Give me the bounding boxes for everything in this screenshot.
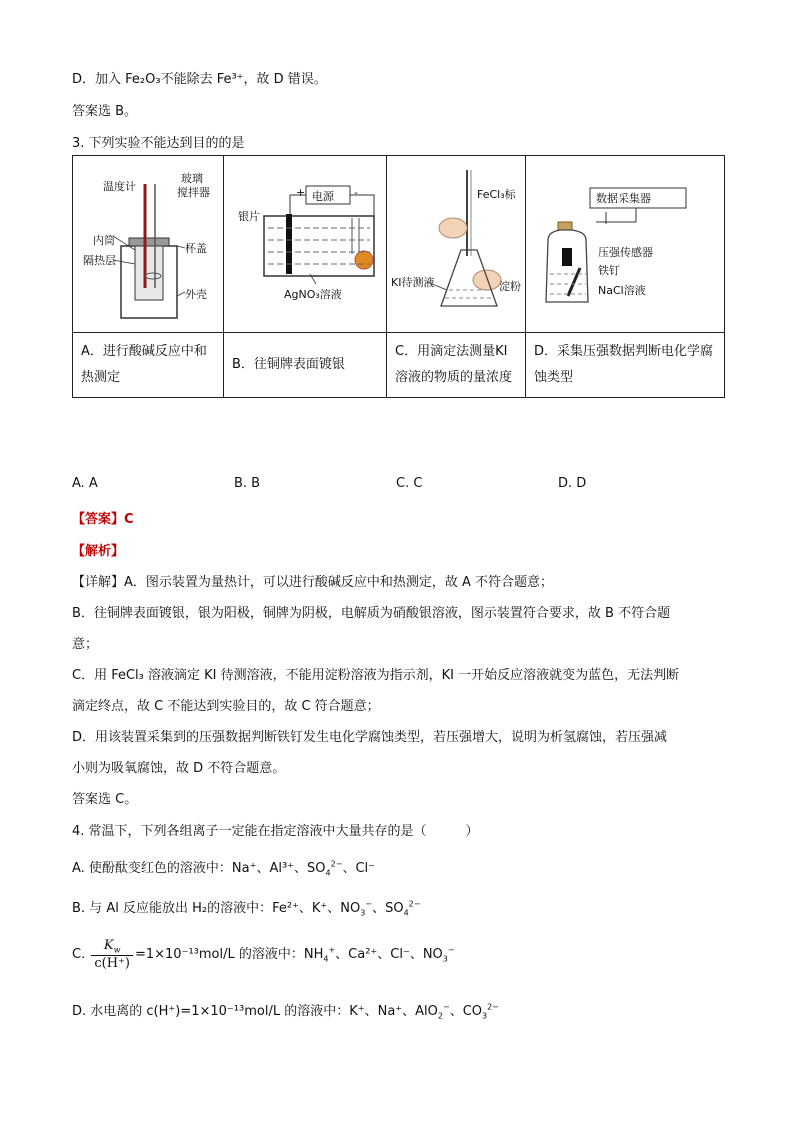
option-c: C. C	[396, 476, 423, 491]
detail-b-1: B．往铜牌表面镀银，银为阳极，铜牌为阴极，电解质为硝酸银溶液，图示装置符合要求，故 B 不符合题	[72, 606, 671, 621]
label-agno3: AgNO₃溶液	[284, 288, 342, 301]
prev-answer: 答案选 B。	[72, 104, 138, 119]
prev-option-d: D．加入 Fe₂O₃不能除去 Fe³⁺，故 D 错误。	[72, 72, 327, 87]
q4-d-text: D. 水电离的 c(H⁺)=1×10⁻¹³mol/L 的溶液中：K⁺、Na⁺、AlO	[72, 1004, 438, 1019]
electroplating-figure	[224, 156, 386, 332]
titration-diagram	[387, 156, 525, 332]
label-starch: 淀粉	[499, 280, 521, 293]
label-shell: 外壳	[185, 288, 207, 301]
q4-option-d: D. 水电离的 c(H⁺)=1×10⁻¹³mol/L 的溶液中：K⁺、Na⁺、AlO$_2$−、$CO_3^{2-}$	[72, 1002, 499, 1021]
label-collector: 数据采集器	[596, 192, 651, 205]
label-power: 电源	[312, 190, 334, 203]
answer-tag: 【答案】C	[72, 512, 134, 527]
figure-d-cell	[526, 156, 725, 333]
calorimeter-figure	[73, 156, 223, 332]
q3-stem: 3. 下列实验不能达到目的的是	[72, 136, 245, 151]
figure-b-cell	[224, 156, 387, 333]
kw-subscript: w	[113, 945, 121, 955]
q4-stem: 4. 常温下，下列各组离子一定能在指定溶液中大量共存的是（ ）	[72, 824, 479, 839]
q4-b-mid: 、SO	[372, 901, 404, 916]
label-insulation: 隔热层	[83, 254, 116, 267]
label-inner-cup: 内筒	[93, 234, 115, 247]
q4-option-b: B. 与 Al 反应能放出 H₂的溶液中：Fe²⁺、K⁺、$NO_3^-$、$SO_4^{2-}$	[72, 899, 421, 918]
q4-d-mid: 、CO	[449, 1004, 482, 1019]
label-stirrer-2: 搅拌器	[177, 186, 210, 199]
caption-a: A．进行酸碱反应中和热测定	[73, 333, 224, 398]
label-minus: -	[354, 186, 358, 199]
h-concentration: c(H⁺)	[94, 955, 130, 971]
label-fecl3: FeCl₃标	[477, 188, 516, 201]
caption-b: B．往铜牌表面镀银	[224, 333, 387, 398]
q4-option-a: A. 使酚酞变红色的溶液中：Na⁺、Al³⁺、$SO_4^{2-}$、Cl⁻	[72, 859, 375, 878]
detail-c-2: 滴定终点，故 C 不能达到实验目的，故 C 符合题意；	[72, 699, 380, 714]
q4-b-text: B. 与 Al 反应能放出 H₂的溶液中：Fe²⁺、K⁺、NO	[72, 901, 361, 916]
q3-table	[72, 155, 725, 398]
q4-a-text: A. 使酚酞变红色的溶液中：Na⁺、Al³⁺、SO	[72, 861, 326, 876]
detail-d-1: D．用该装置采集到的压强数据判断铁钉发生电化学腐蚀类型，若压强增大，说明为析氢腐蚀，若压强减	[72, 730, 668, 745]
label-silver: 银片	[238, 210, 260, 223]
detail-b-2: 意；	[72, 637, 99, 652]
detail-c-1: C．用 FeCl₃ 溶液滴定 KI 待测溶液，不能用淀粉溶液为指示剂，KI 一开始反应溶液就变为蓝色，无法判断	[72, 668, 680, 683]
label-pressure-sensor: 压强传感器	[598, 246, 653, 259]
label-lid: 杯盖	[185, 242, 207, 255]
option-d: D. D	[558, 476, 587, 491]
caption-c: C．用滴定法测量KI 溶液的物质的量浓度	[387, 333, 526, 398]
figure-a-cell	[73, 156, 224, 333]
label-plus: +	[296, 186, 306, 199]
option-b: B. B	[234, 476, 261, 491]
titration-figure	[387, 156, 525, 332]
label-nail: 铁钉	[598, 264, 620, 277]
q4-a-rest: 、Cl⁻	[342, 861, 375, 876]
electroplating-diagram	[224, 156, 386, 332]
label-ki: KI待测液	[391, 276, 435, 289]
q4-c-text: =1×10⁻¹³mol/L 的溶液中：NH	[134, 946, 324, 962]
q3-final-answer: 答案选 C。	[72, 792, 138, 807]
detail-d-2: 小则为吸氧腐蚀，故 D 不符合题意。	[72, 761, 286, 776]
figure-c-cell	[387, 156, 526, 333]
analysis-tag: 【解析】	[72, 544, 125, 559]
label-nacl: NaCl溶液	[598, 284, 646, 297]
label-thermometer: 温度计	[103, 180, 136, 193]
kw-symbol: K	[103, 938, 114, 953]
detail-a: 【详解】A．图示装置为量热计，可以进行酸碱反应中和热测定，故 A 不符合题意；	[72, 575, 554, 590]
q4-c-label: C.	[72, 946, 86, 962]
kw-fraction	[91, 938, 133, 971]
caption-d: D．采集压强数据判断电化学腐蚀类型	[526, 333, 725, 398]
q4-c-rest: 、Ca²⁺、Cl⁻、NO	[335, 946, 443, 962]
corrosion-figure	[526, 156, 724, 332]
option-a: A. A	[72, 476, 98, 491]
label-stirrer-1: 玻璃	[181, 172, 203, 185]
q4-option-c: C. $\frac{K_w}{c(H^+)}$ =1×10⁻¹³mol/L 的溶液中：$NH_4^+$、Ca²⁺、Cl⁻、$NO_3^-$	[72, 938, 455, 971]
